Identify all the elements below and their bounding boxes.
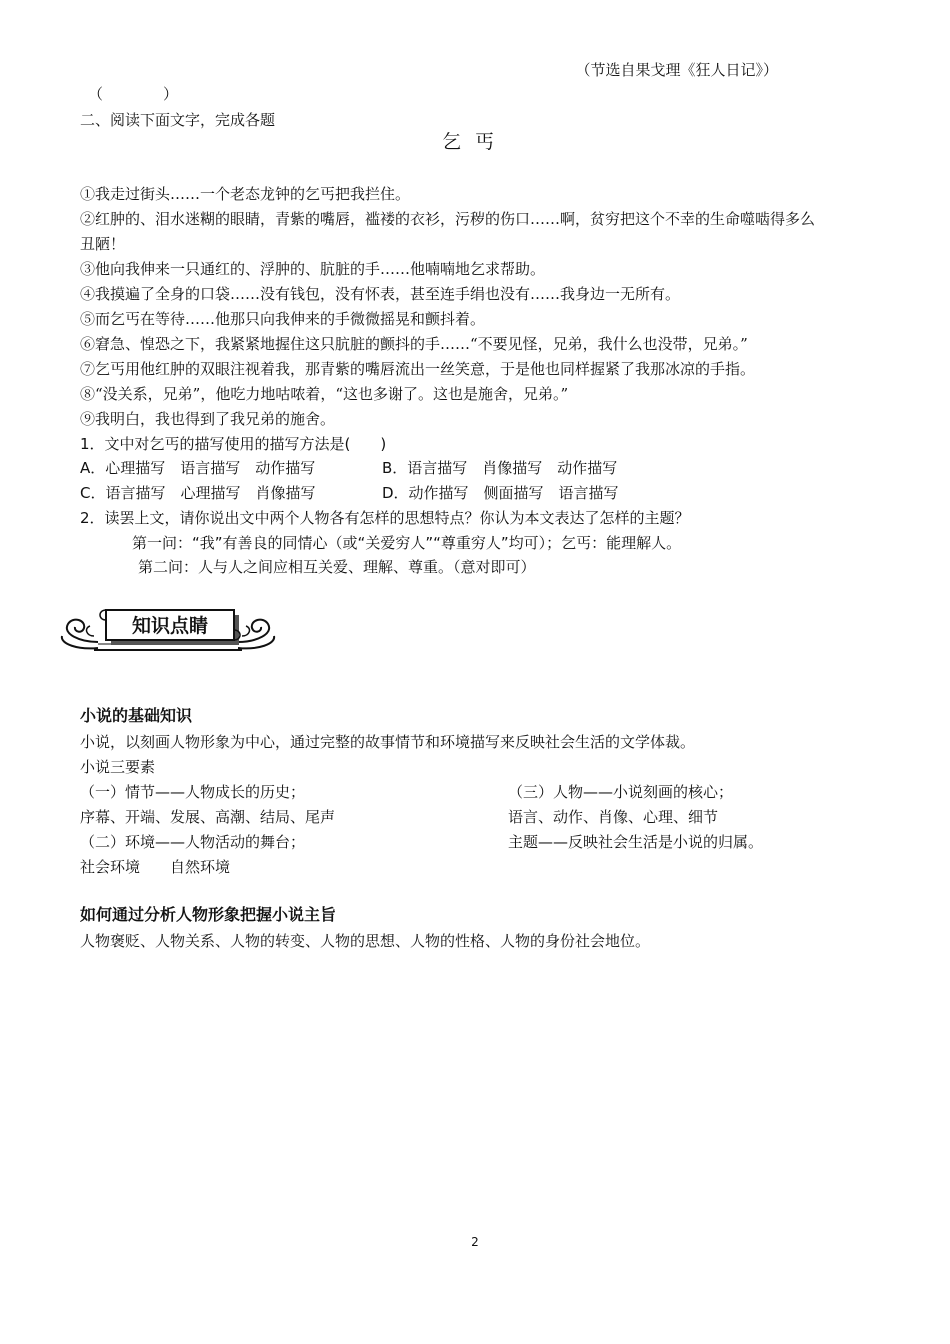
paragraph-2-continued: 丑陋！ (80, 235, 126, 253)
option-a: A．心理描写 语言描写 动作描写 (80, 459, 316, 477)
plot-element: （一）情节——人物成长的历史； (80, 783, 306, 801)
option-d: D．动作描写 侧面描写 语言描写 (382, 484, 619, 502)
character-detail: 语言、动作、肖像、心理、细节 (508, 808, 719, 826)
paragraph-4: ④我摸遍了全身的口袋……没有钱包，没有怀表，甚至连手绢也没有……我身边一无所有。 (80, 285, 681, 303)
banner-label: 知识点睛 (131, 615, 208, 637)
setting-element: （二）环境——人物活动的舞台； (80, 833, 306, 851)
paragraph-8: ⑧“没关系，兄弟”，他吃力地咕哝着，“这也多谢了。这也是施舍，兄弟。” (80, 385, 569, 403)
paragraph-6: ⑥窘急、惶恐之下，我紧紧地握住这只肮脏的颤抖的手……“不要见怪，兄弟，我什么也没带，兄弟。” (80, 335, 748, 353)
page-number: 2 (471, 1235, 479, 1249)
paragraph-2: ②红肿的、泪水迷糊的眼睛，青紫的嘴唇，褴褛的衣衫，污秽的伤口……啊，贫穷把这个不幸的生命噬啮得多么 (80, 210, 816, 228)
question-2: 2．读罢上文，请你说出文中两个人物各有怎样的思想特点？你认为本文表达了怎样的主题？ (80, 509, 690, 527)
paragraph-9: ⑨我明白，我也得到了我兄弟的施舍。 (80, 410, 336, 428)
three-elements-label: 小说三要素 (80, 758, 156, 776)
character-element: （三）人物——小说刻画的核心； (508, 783, 734, 801)
paragraph-7: ⑦乞丐用他红肿的双眼注视着我，那青紫的嘴唇流出一丝笑意，于是他也同样握紧了我那冰凉的手指。 (80, 360, 756, 378)
question-2-answer-2: 第二问：人与人之间应相互关爱、理解、尊重。（意对即可） (138, 558, 536, 576)
paragraph-1: ①我走过街头……一个老态龙钟的乞丐把我拦住。 (80, 185, 411, 203)
method-heading: 如何通过分析人物形象把握小说主旨 (80, 905, 337, 924)
method-detail: 人物褒贬、人物关系、人物的转变、人物的思想、人物的性格、人物的身份社会地位。 (80, 932, 651, 950)
theme-element: 主题——反映社会生活是小说的归属。 (508, 833, 764, 851)
story-title: 乞丐 (441, 131, 508, 153)
paragraph-5: ⑤而乞丐在等待……他那只向我伸来的手微微摇晃和颤抖着。 (80, 310, 486, 328)
paragraph-3: ③他向我伸来一只通红的、浮肿的、肮脏的手……他喃喃地乞求帮助。 (80, 260, 546, 278)
basics-heading: 小说的基础知识 (80, 706, 193, 725)
option-c: C．语言描写 心理描写 肖像描写 (80, 484, 316, 502)
basics-definition: 小说，以刻画人物形象为中心，通过完整的故事情节和环境描写来反映社会生活的文学体裁。 (80, 733, 696, 751)
option-b: B．语言描写 肖像描写 动作描写 (382, 459, 618, 477)
plot-detail: 序幕、开端、发展、高潮、结局、尾声 (80, 808, 336, 826)
question-1: 1．文中对乞丐的描写使用的描写方法是( ) (80, 435, 387, 453)
answer-blank: （ ） (88, 85, 179, 103)
setting-detail: 社会环境 自然环境 (80, 858, 231, 876)
question-2-answer-1: 第一问：“我”有善良的同情心（或“关爱穷人”“尊重穷人”均可）；乞丐：能理解人。 (132, 534, 682, 552)
section-two-heading: 二、阅读下面文字，完成各题 (80, 111, 276, 129)
source-note: （节选自果戈理《狂人日记》） (575, 61, 778, 79)
